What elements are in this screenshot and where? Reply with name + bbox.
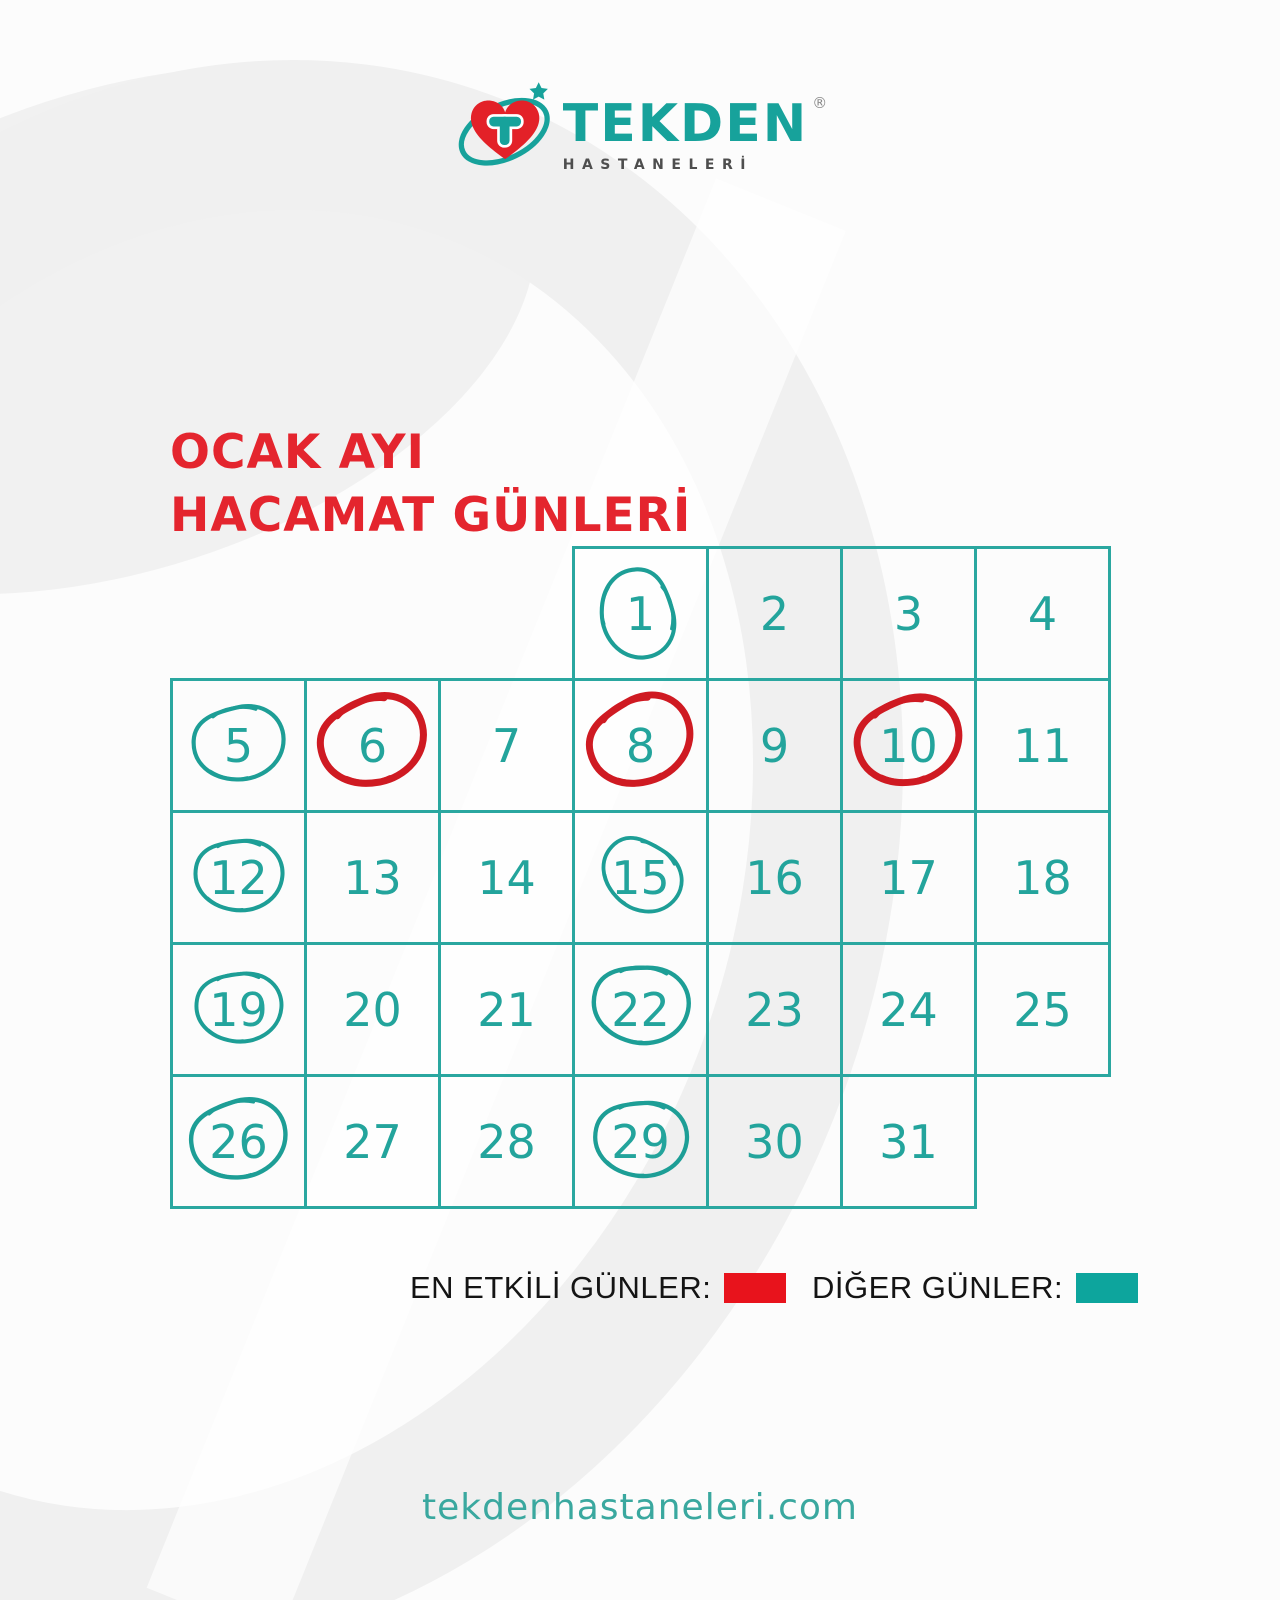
day-number: 3: [893, 586, 924, 641]
day-number: 1: [625, 586, 656, 641]
website-url: tekdenhastaneleri.com: [422, 1487, 858, 1528]
calendar-day-7: [438, 678, 575, 813]
page-title-line1: OCAK AYI: [170, 425, 426, 481]
registered-mark-icon: ®: [812, 94, 828, 112]
calendar-day-28: [438, 1074, 575, 1209]
tekden-logo: [0, 74, 1280, 186]
calendar-day-24: [840, 942, 977, 1077]
calendar-day-21: [438, 942, 575, 1077]
day-number: 8: [625, 718, 656, 773]
legend-effective-swatch: [724, 1273, 786, 1303]
calendar-grid: [170, 546, 1111, 1209]
calendar-day-8: [572, 678, 709, 813]
day-number: 25: [1013, 982, 1072, 1037]
calendar-day-22: [572, 942, 709, 1077]
calendar-day-2: [706, 546, 843, 681]
day-number: 12: [209, 850, 268, 905]
calendar-day-9: [706, 678, 843, 813]
legend-other-swatch: [1076, 1273, 1138, 1303]
calendar-day-20: [304, 942, 441, 1077]
day-number: 16: [745, 850, 804, 905]
day-number: 20: [343, 982, 402, 1037]
day-number: 18: [1013, 850, 1072, 905]
brand-name: TEKDEN: [562, 94, 809, 154]
page-title-line2: HACAMAT GÜNLERİ: [170, 488, 692, 544]
calendar-day-16: [706, 810, 843, 945]
day-number: 22: [611, 982, 670, 1037]
legend-effective-days: [410, 1270, 786, 1306]
day-number: 28: [477, 1114, 536, 1169]
day-number: 10: [879, 718, 938, 773]
page-title: [170, 421, 691, 547]
calendar-day-19: [170, 942, 307, 1077]
day-number: 27: [343, 1114, 402, 1169]
day-number: 2: [759, 586, 790, 641]
day-number: 26: [209, 1114, 268, 1169]
day-number: 31: [879, 1114, 938, 1169]
day-number: 23: [745, 982, 804, 1037]
calendar-day-5: [170, 678, 307, 813]
calendar-day-23: [706, 942, 843, 1077]
day-number: 13: [343, 850, 402, 905]
legend-effective-label: EN ETKİLİ GÜNLER:: [410, 1270, 712, 1305]
calendar-day-17: [840, 810, 977, 945]
calendar-day-27: [304, 1074, 441, 1209]
day-number: 9: [759, 718, 790, 773]
calendar-day-10: [840, 678, 977, 813]
calendar-day-12: [170, 810, 307, 945]
tekden-heart-logo-icon: [453, 74, 559, 186]
day-number: 24: [879, 982, 938, 1037]
calendar-day-29: [572, 1074, 709, 1209]
day-number: 4: [1027, 586, 1058, 641]
day-number: 6: [357, 718, 388, 773]
day-number: 7: [491, 718, 522, 773]
day-number: 5: [223, 718, 254, 773]
calendar-day-30: [706, 1074, 843, 1209]
day-number: 17: [879, 850, 938, 905]
calendar-day-18: [974, 810, 1111, 945]
day-number: 21: [477, 982, 536, 1037]
legend-other-label: DİĞER GÜNLER:: [812, 1270, 1064, 1305]
day-number: 11: [1013, 718, 1072, 773]
day-number: 29: [611, 1114, 670, 1169]
day-number: 15: [611, 850, 670, 905]
calendar-day-14: [438, 810, 575, 945]
brand-subtitle: HASTANELERİ: [562, 157, 753, 173]
calendar-day-15: [572, 810, 709, 945]
calendar-day-31: [840, 1074, 977, 1209]
calendar-day-11: [974, 678, 1111, 813]
calendar-day-3: [840, 546, 977, 681]
calendar-day-1: [572, 546, 709, 681]
legend-other-days: [812, 1270, 1138, 1306]
day-number: 19: [209, 982, 268, 1037]
calendar-day-6: [304, 678, 441, 813]
day-number: 14: [477, 850, 536, 905]
calendar-day-13: [304, 810, 441, 945]
calendar-day-26: [170, 1074, 307, 1209]
calendar-day-25: [974, 942, 1111, 1077]
calendar-day-4: [974, 546, 1111, 681]
day-number: 30: [745, 1114, 804, 1169]
